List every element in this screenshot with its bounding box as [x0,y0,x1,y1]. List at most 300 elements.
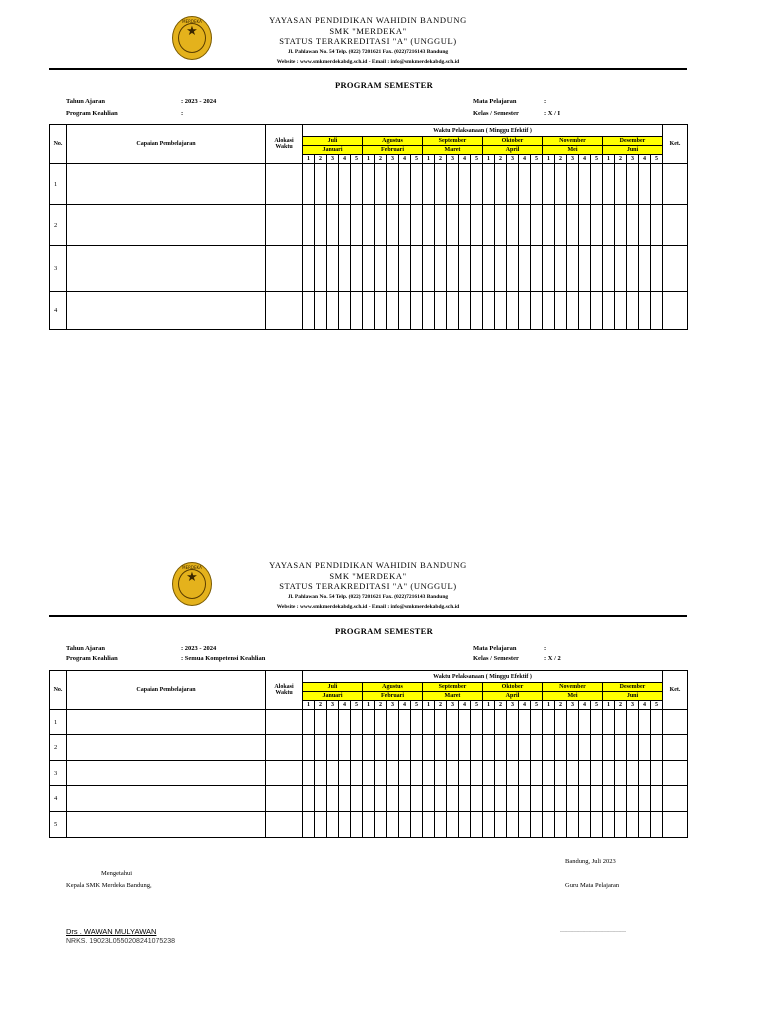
week-slot[interactable] [591,205,603,246]
week-slot[interactable] [315,205,327,246]
week-slot[interactable] [591,735,603,761]
week-slot[interactable] [507,246,519,292]
week-slot[interactable] [303,205,315,246]
week-slot[interactable] [483,710,495,735]
alokasi-cell[interactable] [266,735,303,761]
week-slot[interactable] [531,710,543,735]
week-slot[interactable] [639,246,651,292]
week-slot[interactable] [447,761,459,786]
week-slot[interactable] [579,812,591,838]
week-slot[interactable] [327,246,339,292]
week-slot[interactable] [447,710,459,735]
week-slot[interactable] [435,246,447,292]
week-slot[interactable] [507,786,519,812]
week-slot[interactable] [495,761,507,786]
week-slot[interactable] [555,246,567,292]
week-slot[interactable] [543,164,555,205]
week-slot[interactable] [303,761,315,786]
week-slot[interactable] [519,246,531,292]
week-slot[interactable] [423,786,435,812]
week-slot[interactable] [327,164,339,205]
week-slot[interactable] [531,786,543,812]
week-slot[interactable] [495,710,507,735]
week-slot[interactable] [651,292,663,330]
week-slot[interactable] [471,735,483,761]
week-slot[interactable] [555,761,567,786]
capaian-cell[interactable] [67,812,266,838]
week-slot[interactable] [627,292,639,330]
week-slot[interactable] [531,735,543,761]
week-slot[interactable] [591,164,603,205]
week-slot[interactable] [375,205,387,246]
week-slot[interactable] [627,812,639,838]
week-slot[interactable] [375,735,387,761]
week-slot[interactable] [459,786,471,812]
week-slot[interactable] [471,292,483,330]
week-slot[interactable] [303,292,315,330]
week-slot[interactable] [555,164,567,205]
week-slot[interactable] [423,205,435,246]
week-slot[interactable] [435,205,447,246]
week-slot[interactable] [303,812,315,838]
week-slot[interactable] [615,205,627,246]
week-slot[interactable] [519,164,531,205]
week-slot[interactable] [315,164,327,205]
week-slot[interactable] [555,710,567,735]
week-slot[interactable] [339,735,351,761]
week-slot[interactable] [435,164,447,205]
week-slot[interactable] [567,761,579,786]
week-slot[interactable] [603,735,615,761]
week-slot[interactable] [591,812,603,838]
week-slot[interactable] [435,761,447,786]
week-slot[interactable] [543,710,555,735]
week-slot[interactable] [615,761,627,786]
week-slot[interactable] [375,292,387,330]
capaian-cell[interactable] [67,735,266,761]
ket-cell[interactable] [663,205,688,246]
week-slot[interactable] [423,292,435,330]
week-slot[interactable] [543,205,555,246]
week-slot[interactable] [351,761,363,786]
week-slot[interactable] [555,205,567,246]
week-slot[interactable] [411,710,423,735]
week-slot[interactable] [459,812,471,838]
ket-cell[interactable] [663,292,688,330]
week-slot[interactable] [483,164,495,205]
week-slot[interactable] [483,292,495,330]
week-slot[interactable] [567,246,579,292]
week-slot[interactable] [555,812,567,838]
week-slot[interactable] [651,246,663,292]
week-slot[interactable] [339,761,351,786]
week-slot[interactable] [339,812,351,838]
week-slot[interactable] [435,292,447,330]
week-slot[interactable] [615,710,627,735]
week-slot[interactable] [447,164,459,205]
week-slot[interactable] [483,761,495,786]
ket-cell[interactable] [663,710,688,735]
week-slot[interactable] [315,292,327,330]
week-slot[interactable] [471,786,483,812]
week-slot[interactable] [387,292,399,330]
week-slot[interactable] [483,205,495,246]
week-slot[interactable] [423,164,435,205]
week-slot[interactable] [555,786,567,812]
week-slot[interactable] [531,292,543,330]
week-slot[interactable] [615,735,627,761]
week-slot[interactable] [627,164,639,205]
week-slot[interactable] [531,205,543,246]
week-slot[interactable] [411,292,423,330]
week-slot[interactable] [639,786,651,812]
week-slot[interactable] [579,786,591,812]
alokasi-cell[interactable] [266,786,303,812]
week-slot[interactable] [531,812,543,838]
capaian-cell[interactable] [67,710,266,735]
week-slot[interactable] [399,164,411,205]
week-slot[interactable] [339,205,351,246]
week-slot[interactable] [579,246,591,292]
week-slot[interactable] [327,735,339,761]
week-slot[interactable] [651,786,663,812]
week-slot[interactable] [375,812,387,838]
week-slot[interactable] [315,812,327,838]
week-slot[interactable] [339,786,351,812]
week-slot[interactable] [627,710,639,735]
week-slot[interactable] [387,246,399,292]
week-slot[interactable] [651,812,663,838]
week-slot[interactable] [447,246,459,292]
week-slot[interactable] [387,205,399,246]
week-slot[interactable] [411,164,423,205]
alokasi-cell[interactable] [266,812,303,838]
week-slot[interactable] [399,292,411,330]
week-slot[interactable] [303,246,315,292]
week-slot[interactable] [411,246,423,292]
week-slot[interactable] [543,246,555,292]
week-slot[interactable] [495,164,507,205]
week-slot[interactable] [387,812,399,838]
ket-cell[interactable] [663,761,688,786]
week-slot[interactable] [471,205,483,246]
week-slot[interactable] [639,292,651,330]
week-slot[interactable] [495,812,507,838]
week-slot[interactable] [651,761,663,786]
week-slot[interactable] [303,735,315,761]
alokasi-cell[interactable] [266,710,303,735]
alokasi-cell[interactable] [266,761,303,786]
week-slot[interactable] [411,205,423,246]
week-slot[interactable] [591,710,603,735]
week-slot[interactable] [303,786,315,812]
week-slot[interactable] [471,812,483,838]
week-slot[interactable] [399,735,411,761]
week-slot[interactable] [651,735,663,761]
week-slot[interactable] [603,246,615,292]
capaian-cell[interactable] [67,761,266,786]
week-slot[interactable] [495,735,507,761]
week-slot[interactable] [363,710,375,735]
week-slot[interactable] [315,786,327,812]
week-slot[interactable] [351,735,363,761]
week-slot[interactable] [339,164,351,205]
week-slot[interactable] [651,710,663,735]
week-slot[interactable] [567,292,579,330]
week-slot[interactable] [327,786,339,812]
capaian-cell[interactable] [67,205,266,246]
week-slot[interactable] [459,761,471,786]
ket-cell[interactable] [663,735,688,761]
week-slot[interactable] [579,761,591,786]
week-slot[interactable] [495,246,507,292]
alokasi-cell[interactable] [266,246,303,292]
week-slot[interactable] [447,786,459,812]
ket-cell[interactable] [663,164,688,205]
week-slot[interactable] [399,710,411,735]
week-slot[interactable] [375,710,387,735]
week-slot[interactable] [339,292,351,330]
week-slot[interactable] [363,164,375,205]
week-slot[interactable] [351,786,363,812]
week-slot[interactable] [459,292,471,330]
week-slot[interactable] [303,164,315,205]
week-slot[interactable] [495,205,507,246]
week-slot[interactable] [327,761,339,786]
week-slot[interactable] [351,812,363,838]
week-slot[interactable] [627,205,639,246]
week-slot[interactable] [399,761,411,786]
week-slot[interactable] [399,786,411,812]
week-slot[interactable] [567,164,579,205]
week-slot[interactable] [543,786,555,812]
week-slot[interactable] [651,164,663,205]
week-slot[interactable] [387,786,399,812]
week-slot[interactable] [411,735,423,761]
week-slot[interactable] [423,812,435,838]
mata-pelajaran-value: : [544,98,547,105]
ket-cell[interactable] [663,246,688,292]
week-slot[interactable] [555,735,567,761]
alokasi-cell[interactable] [266,292,303,330]
week-slot[interactable] [639,761,651,786]
week-slot[interactable] [315,761,327,786]
week-slot[interactable] [375,164,387,205]
week-slot[interactable] [567,205,579,246]
capaian-cell[interactable] [67,246,266,292]
week-slot[interactable] [603,761,615,786]
week-slot[interactable] [447,735,459,761]
week-slot[interactable] [519,735,531,761]
week-slot[interactable] [507,292,519,330]
week-slot[interactable] [447,205,459,246]
week-slot[interactable] [507,735,519,761]
week-slot[interactable] [411,812,423,838]
week-slot[interactable] [627,786,639,812]
week-slot[interactable] [471,761,483,786]
week-slot[interactable] [447,292,459,330]
ket-cell[interactable] [663,786,688,812]
week-slot[interactable] [483,786,495,812]
week-slot[interactable] [567,735,579,761]
week-slot[interactable] [399,246,411,292]
col-header-alokasi: Alokasi Waktu [266,125,303,164]
week-slot[interactable] [531,164,543,205]
week-slot[interactable] [435,710,447,735]
week-slot[interactable] [591,761,603,786]
alokasi-cell[interactable] [266,164,303,205]
capaian-cell[interactable] [67,786,266,812]
week-slot[interactable] [579,205,591,246]
week-slot[interactable] [579,164,591,205]
week-slot[interactable] [639,164,651,205]
week-slot[interactable] [603,786,615,812]
week-slot[interactable] [615,292,627,330]
week-slot[interactable] [459,710,471,735]
week-slot[interactable] [531,246,543,292]
week-slot[interactable] [327,710,339,735]
week-slot[interactable] [375,786,387,812]
week-slot[interactable] [495,786,507,812]
week-slot[interactable] [351,205,363,246]
capaian-cell[interactable] [67,164,266,205]
week-slot[interactable] [435,786,447,812]
week-slot[interactable] [627,761,639,786]
week-slot[interactable] [543,812,555,838]
week-slot[interactable] [615,786,627,812]
week-slot[interactable] [435,735,447,761]
week-slot[interactable] [543,735,555,761]
week-slot[interactable] [603,710,615,735]
week-slot[interactable] [375,246,387,292]
week-slot[interactable] [591,292,603,330]
week-slot[interactable] [639,812,651,838]
week-slot[interactable] [351,164,363,205]
week-slot[interactable] [519,292,531,330]
week-slot[interactable] [603,292,615,330]
week-slot[interactable] [411,761,423,786]
week-slot[interactable] [363,205,375,246]
week-slot[interactable] [507,164,519,205]
week-slot[interactable] [399,812,411,838]
week-slot[interactable] [603,812,615,838]
alokasi-cell[interactable] [266,205,303,246]
week-slot[interactable] [363,246,375,292]
week-slot[interactable] [591,246,603,292]
week-slot[interactable] [423,710,435,735]
week-slot[interactable] [579,735,591,761]
week-slot[interactable] [519,812,531,838]
week-slot[interactable] [315,710,327,735]
week-slot[interactable] [543,761,555,786]
week-slot[interactable] [387,164,399,205]
week-slot[interactable] [615,164,627,205]
week-slot[interactable] [615,812,627,838]
week-slot[interactable] [495,292,507,330]
week-slot[interactable] [363,292,375,330]
week-slot[interactable] [603,205,615,246]
week-slot[interactable] [483,246,495,292]
week-slot[interactable] [315,246,327,292]
week-cell: 4 [579,701,591,710]
week-slot[interactable] [471,246,483,292]
week-slot[interactable] [519,786,531,812]
week-slot[interactable] [471,710,483,735]
week-slot[interactable] [483,812,495,838]
week-slot[interactable] [567,710,579,735]
week-slot[interactable] [459,246,471,292]
ket-cell[interactable] [663,812,688,838]
week-slot[interactable] [519,761,531,786]
week-slot[interactable] [363,786,375,812]
week-slot[interactable] [387,710,399,735]
week-slot[interactable] [651,205,663,246]
week-slot[interactable] [315,735,327,761]
week-slot[interactable] [615,246,627,292]
week-slot[interactable] [459,205,471,246]
week-slot[interactable] [531,761,543,786]
week-slot[interactable] [363,735,375,761]
capaian-cell[interactable] [67,292,266,330]
week-slot[interactable] [555,292,567,330]
week-slot[interactable] [459,735,471,761]
week-slot[interactable] [435,812,447,838]
week-slot[interactable] [507,205,519,246]
week-slot[interactable] [471,164,483,205]
week-slot[interactable] [579,292,591,330]
week-slot[interactable] [567,812,579,838]
week-slot[interactable] [327,205,339,246]
week-slot[interactable] [423,761,435,786]
week-slot[interactable] [375,761,387,786]
week-slot[interactable] [327,292,339,330]
week-slot[interactable] [303,710,315,735]
week-slot[interactable] [567,786,579,812]
week-slot[interactable] [339,710,351,735]
week-slot[interactable] [363,761,375,786]
week-slot[interactable] [459,164,471,205]
week-slot[interactable] [411,786,423,812]
week-slot[interactable] [627,735,639,761]
week-slot[interactable] [423,246,435,292]
week-slot[interactable] [639,710,651,735]
week-slot[interactable] [639,205,651,246]
week-slot[interactable] [423,735,435,761]
week-slot[interactable] [351,292,363,330]
week-slot[interactable] [387,761,399,786]
week-slot[interactable] [591,786,603,812]
week-slot[interactable] [507,812,519,838]
week-slot[interactable] [519,710,531,735]
week-slot[interactable] [399,205,411,246]
week-slot[interactable] [507,761,519,786]
week-slot[interactable] [327,812,339,838]
week-slot[interactable] [351,246,363,292]
week-slot[interactable] [363,812,375,838]
week-slot[interactable] [507,710,519,735]
week-slot[interactable] [519,205,531,246]
week-slot[interactable] [387,735,399,761]
week-slot[interactable] [627,246,639,292]
week-slot[interactable] [339,246,351,292]
week-slot[interactable] [579,710,591,735]
week-slot[interactable] [447,812,459,838]
week-slot[interactable] [639,735,651,761]
week-slot[interactable] [351,710,363,735]
week-slot[interactable] [543,292,555,330]
week-slot[interactable] [603,164,615,205]
week-slot[interactable] [483,735,495,761]
